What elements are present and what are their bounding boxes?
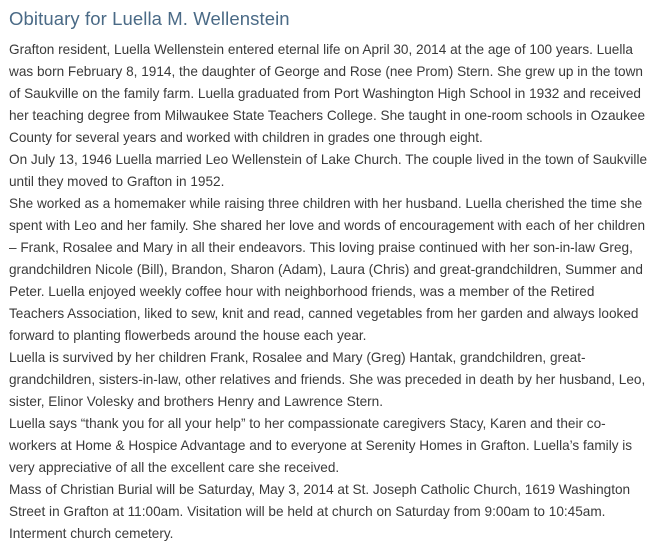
paragraph-marriage: On July 13, 1946 Luella married Leo Wellenstein of Lake Church. The couple lived in the town of Saukville until they moved to Grafton in 1952. [9, 152, 648, 189]
obituary-body [9, 39, 648, 545]
obituary-title: Obituary for Luella M. Wellenstein [9, 8, 290, 29]
paragraph-life-summary: Grafton resident, Luella Wellenstein entered eternal life on April 30, 2014 at the age of 100 years. Luella was born February 8, 1914, the daughter of George and Rose (nee Prom) Stern. She grew up in the town of Saukville on the family farm. Luella graduated from Port Washington High School in 1932 and received her teaching degree from Milwaukee State Teachers College. She taught in one-room schools in Ozaukee County for several years and worked with children in grades one through eight. [9, 42, 645, 145]
paragraph-thanks: Luella says “thank you for all your help” to her compassionate caregivers Stacy, Karen and their co-workers at Home & Hospice Advantage and to everyone at Serenity Homes in Grafton. Luella’s family is very appreciative of all the excellent care she received. [9, 416, 633, 475]
paragraph-survivors: Luella is survived by her children Frank, Rosalee and Mary (Greg) Hantak, grandchildren, great-grandchildren, sisters-in-law, other relatives and friends. She was preceded in death by her husband, Leo, sister, Elinor Volesky and brothers Henry and Lawrence Stern. [9, 350, 646, 409]
paragraph-services: Mass of Christian Burial will be Saturday, May 3, 2014 at St. Joseph Catholic Church, 1619 Washington Street in Grafton at 11:00am. Visitation will be held at church on Saturday from 9:00am to 10:45am. Interment church cemetery. [9, 482, 631, 541]
paragraph-family-life: She worked as a homemaker while raising three children with her husband. Luella cherished the time she spent with Leo and her family. She shared her love and words of encouragement with each of her children – Frank, Rosalee and Mary in all their endeavors. This loving praise continued with her son-in-law Greg, grandchildren Nicole (Bill), Brandon, Sharon (Adam), Laura (Chris) and great-grandchildren, Summer and Peter. Luella enjoyed weekly coffee hour with neighborhood friends, was a member of the Retired Teachers Association, liked to sew, knit and read, canned vegetables from her garden and always looked forward to planting flowerbeds around the house each year. [9, 196, 646, 343]
